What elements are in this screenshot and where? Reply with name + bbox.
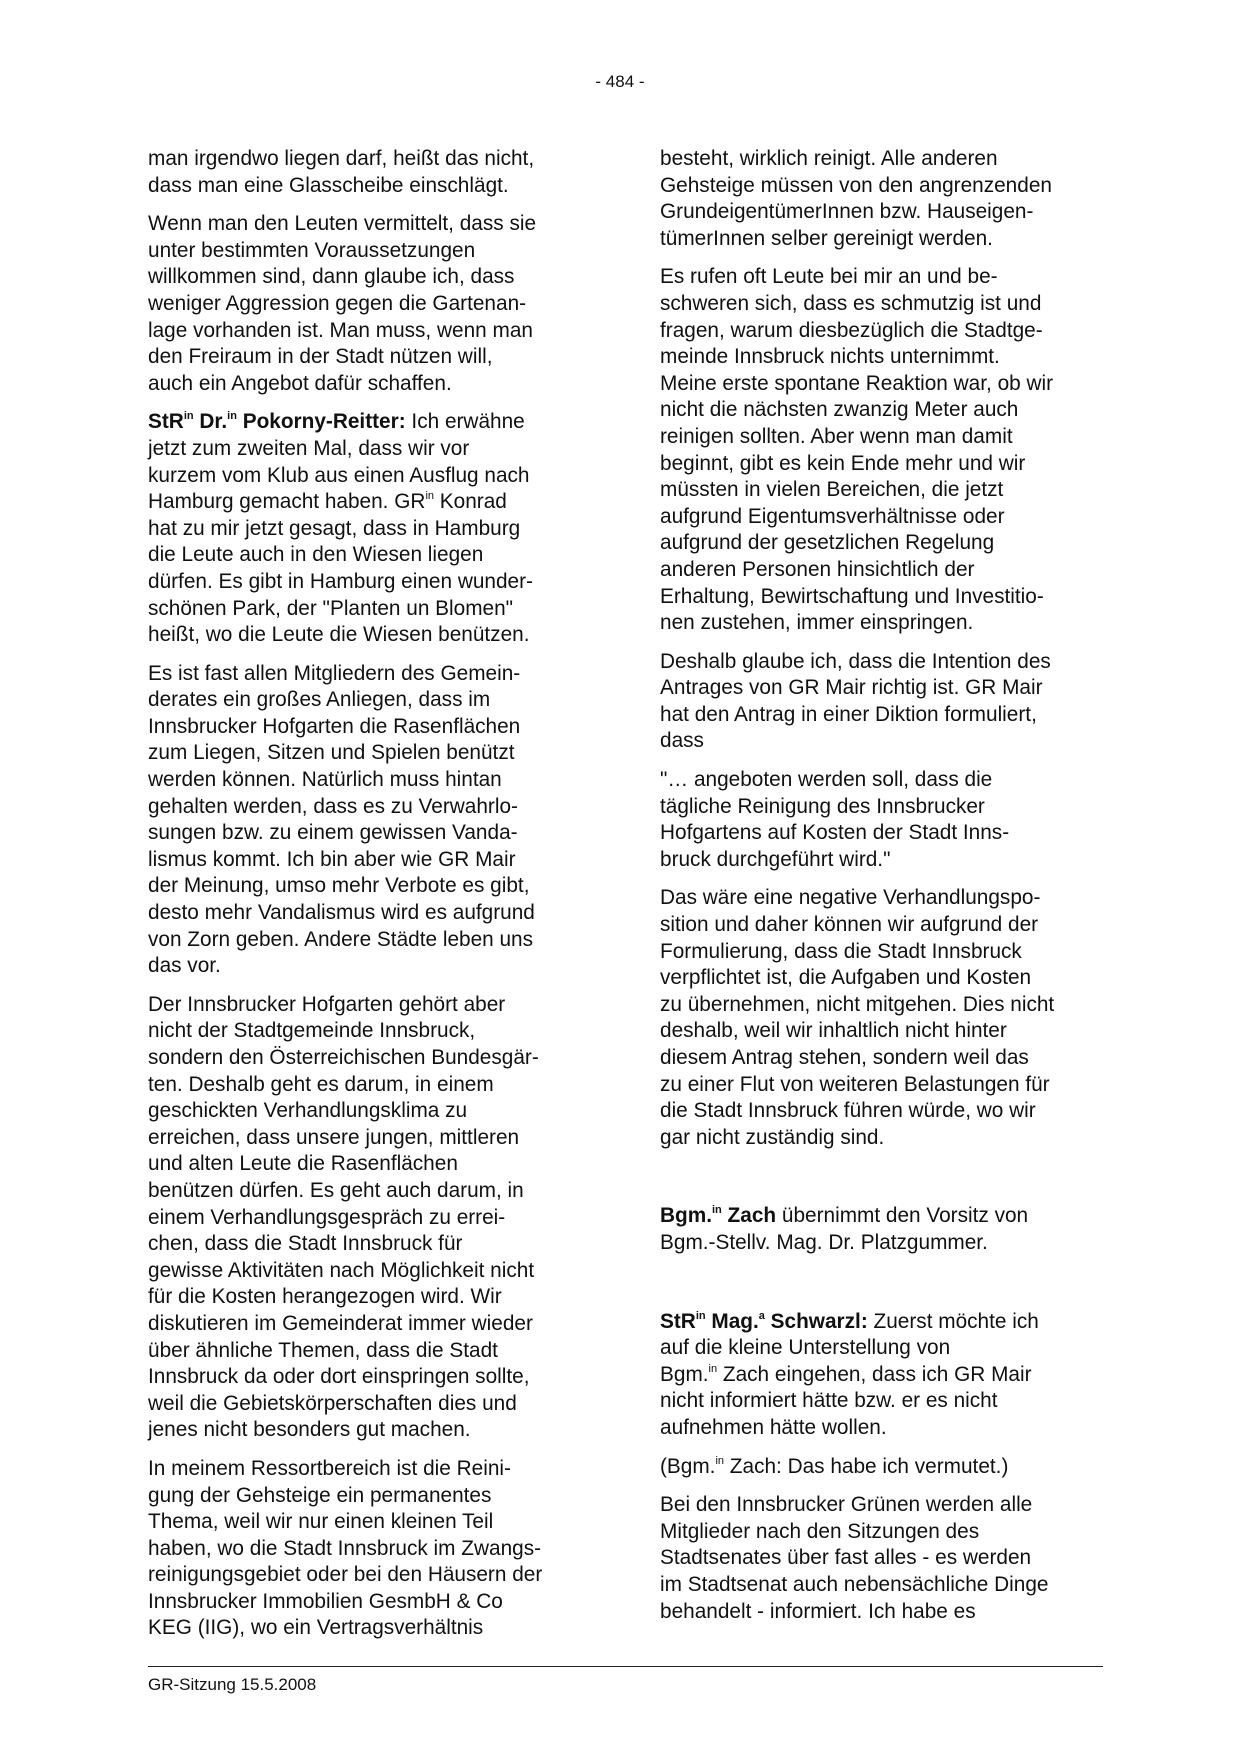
page-number: - 484 - <box>595 72 645 91</box>
paragraph: Wenn man den Leuten vermittelt, dass sie unter bestimmten Voraussetzungen willkommen sind, dann glaube ich, dass weniger Aggression gegen die Gartenan- lage vorhanden ist. Man muss, wenn man den Freiraum in der Stadt nützen will, auch ein Angebot dafür schaffen. <box>148 212 537 395</box>
footer-text: GR-Sitzung 15.5.2008 <box>148 1675 317 1694</box>
paragraph: Das wäre eine negative Verhandlungspo- sition und daher können wir aufgrund der Formulierung, dass die Stadt Innsbruck verpflichtet ist, die Aufgaben und Kosten zu übernehmen, nicht mitgehen. Dies nicht deshalb, weil wir inhaltlich nicht hinter diesem Antrag stehen, sondern weil das zu einer Flut von weiteren Belastungen für die Stadt Innsbruck führen würde, wo wir gar nicht zuständig sind. <box>660 886 1055 1149</box>
paragraph: Es ist fast allen Mitgliedern des Gemein- derates ein großes Anliegen, dass im Innsbrucker Hofgarten die Rasenflächen zum Liegen, Sitzen und Spielen benützt werden können. Natürlich muss hintan gehalten werden, dass es zu Verwahrlo- sungen bzw. zu einem gewissen Vanda- lismus kommt. Ich bin aber wie GR Mair der Meinung, umso mehr Verbote es gibt, desto mehr Vandalismus wird es aufgrund von Zorn geben. Andere Städte leben uns das vor. <box>148 661 535 978</box>
paragraph: In meinem Ressortbereich ist die Reini- gung der Gehsteige ein permanentes Thema, weil wir nur einen kleinen Teil haben, wo die Stadt Innsbruck im Zwangs- reinigungsgebiet oder bei den Häusern der Innsbrucker Immobilien GesmbH & Co KEG (IIG), wo ein Vertragsverhältnis <box>148 1456 543 1640</box>
right-column <box>660 146 1100 1637</box>
speaker-paragraph: StR$^{in}$ Mag.$^a$ Schwarzl: Zuerst möchte ich auf die kleine Unterstellung von Bgm.$^{in}$ Zach eingehen, dass ich GR Mair nicht informiert hätte bzw. er es nicht aufnehmen hätte wollen. <box>660 1309 1039 1439</box>
left-column <box>148 146 588 1654</box>
spacer <box>660 1269 1100 1309</box>
speaker-name: Bgm.$^{in}$ Zach <box>660 1204 777 1228</box>
paragraph: besteht, wirklich reinigt. Alle anderen Gehsteige müssen von den angrenzenden GrundeigentümerInnen bzw. Hauseigen- tümerInnen selber gereinigt werden. <box>660 147 1052 250</box>
interjection: (Bgm.$^{in}$ Zach: Das habe ich vermutet.) <box>660 1454 1009 1478</box>
speaker-paragraph: StR$^{in}$ Dr.$^{in}$ Pokorny-Reitter: Ich erwähne jetzt zum zweiten Mal, dass wir vor kurzem vom Klub aus einen Ausflug nach Hamburg gemacht haben. $GR^{in}$ Konrad hat zu mir jetzt gesagt, dass in Hamburg die Leute auch in den Wiesen liegen dürfen. Es gibt in Hamburg einen wunder- schönen Park, der "Planten un Blomen" heißt, wo die Leute die Wiesen benützen. <box>148 410 533 647</box>
paragraph: Es rufen oft Leute bei mir an und be- schweren sich, dass es schmutzig ist und fragen, warum diesbezüglich die Stadtge- meinde Innsbruck nichts unternimmt. Meine erste spontane Reaktion war, ob wir nicht die nächsten zwanzig Meter auch reinigen sollten. Aber wenn man damit beginnt, gibt es kein Ende mehr und wir müssten in vielen Bereichen, die jetzt aufgrund Eigentumsverhältnisse oder aufgrund der gesetzlichen Regelung anderen Personen hinsichtlich der Erhaltung, Bewirtschaftung und Investitio- nen zustehen, immer einspringen. <box>660 265 1054 635</box>
paragraph: Bei den Innsbrucker Grünen werden alle Mitglieder nach den Sitzungen des Stadtsenates über fast alles - es werden im Stadtsenat auch nebensächliche Dinge behandelt - informiert. Ich habe es <box>660 1493 1049 1623</box>
paragraph: Deshalb glaube ich, dass die Intention des Antrages von GR Mair richtig ist. GR Mair hat den Antrag in einer Diktion formuliert, dass <box>660 649 1051 753</box>
paragraph: Der Innsbrucker Hofgarten gehört aber nicht der Stadtgemeinde Innsbruck, sondern den Österreichischen Bundesgär- ten. Deshalb geht es darum, in einem geschickten Verhandlungsklima zu erreichen, dass unsere jungen, mittleren und alten Leute die Rasenflächen benützen dürfen. Es geht auch darum, in einem Verhandlungsgespräch zu errei- chen, dass die Stadt Innsbruck für gewisse Aktivitäten nach Möglichkeit nicht für die Kosten herangezogen wird. Wir diskutieren im Gemeinderat immer wieder über ähnliche Themen, dass die Stadt Innsbruck da oder dort einspringen sollte, weil die Gebietskörperschaften dies und jenes nicht besonders gut machen. <box>148 992 539 1442</box>
speaker-paragraph: Bgm.$^{in}$ Zach übernimmt den Vorsitz von Bgm.-Stellv. Mag. Dr. Platzgummer. <box>660 1204 1029 1254</box>
paragraph: man irgendwo liegen darf, heißt das nicht, dass man eine Glasscheibe einschlägt. <box>148 147 535 197</box>
quotation: "… angeboten werden soll, dass die tägliche Reinigung des Innsbrucker Hofgartens auf Kosten der Stadt Inns- bruck durchgeführt wird." <box>660 768 1010 871</box>
spacer <box>660 1163 1100 1203</box>
footer-divider <box>148 1666 1103 1667</box>
speaker-name: StR$^{in}$ Dr.$^{in}$ Pokorny-Reitter: <box>148 410 406 434</box>
speaker-name: StR$^{in}$ Mag.$^a$ Schwarzl: <box>660 1309 868 1333</box>
